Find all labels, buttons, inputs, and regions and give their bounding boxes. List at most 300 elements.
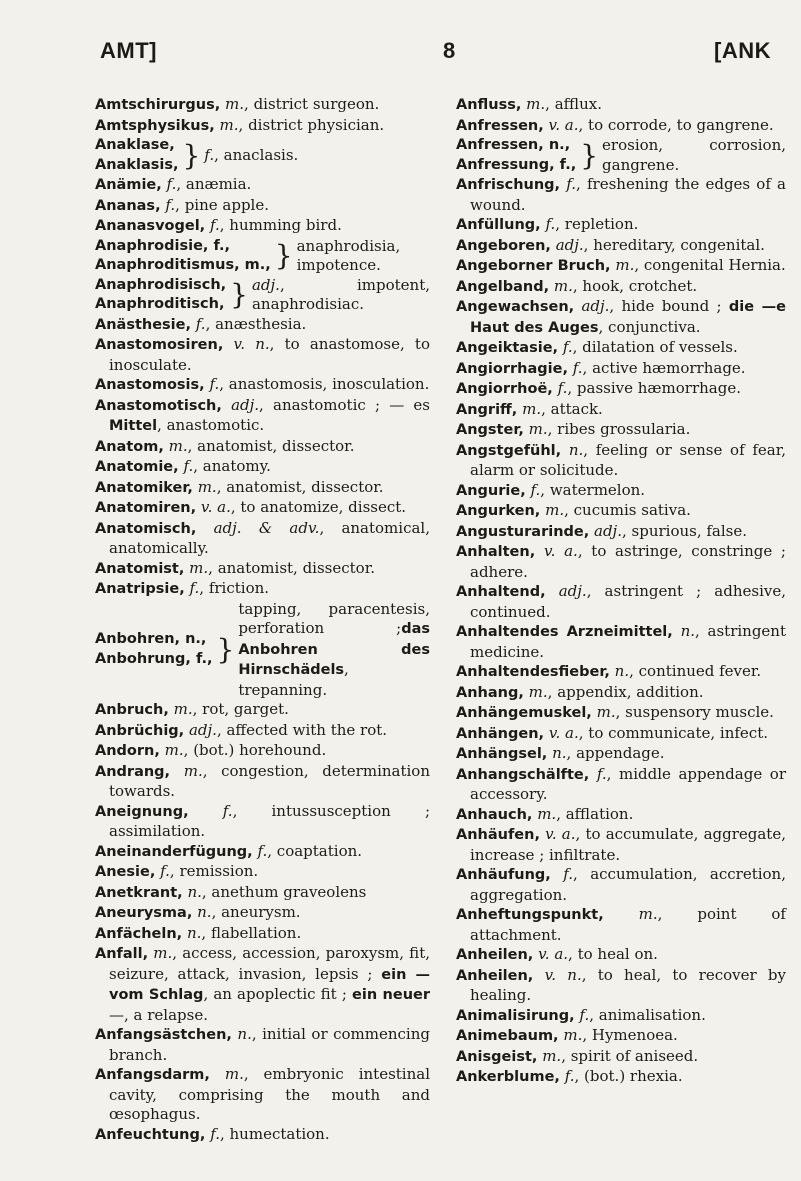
headword: Amtschirurgus, [95,97,221,113]
headword: Angurie, [456,482,526,499]
definition-text: , cucumis sativa. [564,501,691,519]
headword: Anfluss, [456,97,522,113]
page-header [100,38,771,68]
headword: Anbohren, n., [95,631,207,648]
grammar-label: f. [166,175,177,193]
dictionary-entry [95,116,430,137]
sub-phrase: das Anbohren des Hirnschädels [238,621,430,678]
definition-text: , trepanning. [238,660,349,699]
dictionary-entry-group [95,237,430,276]
grammar-label: m. [638,905,658,923]
grammar-label: f. [557,379,568,397]
grammar-label: m. [225,95,245,113]
grammar-label: m. [615,256,635,274]
headword: Anastomosiren, [95,337,224,353]
dictionary-entry [456,277,786,298]
dictionary-entry [456,297,786,338]
dictionary-entry [95,1065,430,1125]
dictionary-entry [456,966,786,1006]
dictionary-entry [95,437,430,458]
headword: Angeiktasie, [456,340,559,356]
definition-text: , humectation. [219,1124,330,1143]
grammar-label: m. [189,558,209,577]
headword: Anämie, [95,177,162,193]
definition-text: , humming bird. [219,216,342,234]
headword: Anbruch, [95,702,169,718]
headword: Anastomosis, [95,377,205,393]
headword: Anisgeist, [456,1048,538,1065]
dictionary-entry [95,498,430,519]
grammar-label: m. [173,700,193,718]
grammar-label: n. [187,882,202,901]
dictionary-entry [95,762,430,802]
grouped-headwords [95,276,226,315]
headword: Anatomie, [95,459,179,475]
definition-text: anaphrodisia, impotence. [296,236,401,274]
definition-text: , (bot.) horehound. [183,741,327,759]
page-number: 8 [443,38,456,63]
grammar-label: m. [526,95,546,113]
dictionary-entry [456,1006,786,1027]
headword: Aneinanderfügung, [95,843,253,860]
definition-text: , anatomist, dissector. [187,436,355,455]
headword: Anhaltendes Arzneimittel, [456,624,673,640]
grammar-label: m. [553,276,573,295]
definition-text: , ribes grossularia. [547,420,691,438]
definition-text: , aneurysm. [211,903,301,921]
right-column [456,95,786,1088]
definition [238,600,430,701]
headword: Amtsphysikus, [95,117,215,134]
headword: Anhalten, [456,544,536,560]
grammar-label: f. [566,175,577,193]
definition-text: , attack. [541,399,603,418]
dictionary-entry [456,175,786,215]
definition-text: , to accumulate, aggregate, increase ; infiltrate. [470,825,786,864]
definition-text: , an apoplectic fit ; [203,985,353,1003]
dictionary-entry [95,375,430,396]
headword: Anfüllung, [456,217,541,233]
dictionary-entry [95,579,430,600]
headword: Anhangschälfte, [456,766,590,783]
definition-text: , conjunctiva. [598,317,701,336]
dictionary-entry [95,842,430,863]
dictionary-entry [456,400,786,421]
grammar-label: m. [542,1046,562,1065]
definition-text: , anatomist, dissector. [216,477,384,496]
dictionary-entry [456,765,786,805]
definition-text: , afflux. [545,95,602,113]
grammar-label: adj. [594,521,622,540]
definition [204,146,430,166]
dictionary-entry [95,924,430,945]
headword: Ankerblume, [456,1069,560,1085]
definition-text: , rot, garget. [192,700,289,718]
definition-text: , affected with the rot. [216,720,388,739]
left-column [95,95,430,1145]
definition-text: , accumulation, accretion, aggregation. [470,865,786,904]
definition-text: , passive hæmorrhage. [567,379,741,397]
grammar-label: adj. [558,582,587,600]
dictionary-entry [456,95,786,116]
dictionary-entry [456,501,786,522]
grammar-label: f. [222,801,233,820]
grammar-label: m. [153,944,173,962]
dictionary-entry [456,805,786,826]
definition-text: —, a relapse. [109,1005,208,1024]
definition-text: , district surgeon. [244,95,380,113]
headword: Anfeuchtung, [95,1126,206,1143]
headword: Anheilen, [456,947,534,963]
dictionary-entry [456,683,786,704]
header-right-guideword: [ANK [714,38,771,63]
grammar-label: m. [522,399,542,418]
headword: Anatripsie, [95,581,185,597]
grouped-headwords [95,136,178,175]
definition [297,237,430,276]
grammar-label: f. [210,1124,220,1143]
headword: Anfangsdarm, [95,1067,210,1083]
definition-text: , feeling or sense of fear, alarm or solicitude. [470,440,786,479]
dictionary-entry [95,721,430,742]
headword: Anatomiren, [95,500,197,516]
definition-text: , district physician. [238,115,385,134]
definition-text: , anaclasis. [214,145,299,164]
grammar-label: adj. [581,297,610,315]
definition [602,136,786,175]
dictionary-entry [95,559,430,580]
grammar-label: m. [528,420,548,438]
grammar-label: f. [572,358,583,377]
headword: Anfressen, [456,117,544,134]
grouped-headwords [95,630,212,669]
definition-text: , anastomotic. [157,416,265,434]
dictionary-entry [95,802,430,842]
grammar-label: m. [545,501,565,519]
headword: Animalisirung, [456,1007,575,1024]
definition-text: , friction. [199,579,270,597]
definition-text: , initial or commencing branch. [109,1025,430,1064]
dictionary-entry [456,905,786,945]
definition-text: , suspensory muscle. [615,703,774,721]
definition-text: , anatomy. [193,457,271,475]
dictionary-entry [456,1026,786,1047]
grammar-label: f. [209,216,220,234]
grammar-label: f. [564,1067,575,1085]
grammar-label: f. [563,865,574,883]
definition-text: , spurious, false. [621,521,748,540]
grammar-label: m. [168,436,188,455]
headword: Anbohrung, f., [95,650,213,667]
dictionary-entry [456,865,786,905]
grouped-headwords [95,237,271,276]
brace-glyph: } [182,138,201,172]
grammar-label: m. [183,761,203,780]
grammar-label: v. a. [548,723,579,742]
headword: Andorn, [95,743,160,759]
grammar-label: m. [537,804,557,823]
dictionary-entry [95,315,430,336]
grammar-label: f. [257,841,268,860]
definition-text: , access, accession, paroxysm, fit, seizure, attack, invasion, lepsis ; [109,944,430,983]
headword: Anhauch, [456,806,533,823]
grammar-label: n. [568,440,584,459]
header-left-guideword: AMT] [100,38,157,63]
dictionary-entry [456,724,786,745]
grammar-label: v. a. [545,825,576,843]
definition-text: , impotent, anaphrodisiac. [251,275,430,313]
grammar-label: m. [224,1065,244,1083]
grammar-label: f. [596,764,607,783]
sub-phrase: ein — vom Schlag [109,966,430,1003]
dictionary-entry-group [456,136,786,175]
headword: Ananasvogel, [95,218,206,234]
brace-glyph: } [580,138,599,172]
definition-text: , congenital Hernia. [634,256,786,274]
definition-text: , hook, crotchet. [572,276,698,295]
headword: Anatom, [95,438,164,455]
definition-text: , repletion. [555,215,639,233]
headword: Angiorrhagie, [456,360,568,377]
headword: Anaphrodisisch, [95,276,227,293]
grammar-label: m. [197,477,217,496]
headword: Anatomiker, [95,479,193,496]
headword: Aneignung, [95,803,189,820]
grammar-label: n. [186,923,202,942]
dictionary-entry [456,945,786,966]
definition-text: , hide bound ; [609,297,729,315]
headword: Anhäufen, [456,827,540,843]
headword: Anfächeln, [95,925,183,942]
definition-text: , pine apple. [175,195,269,214]
grammar-label: f. [195,314,206,333]
definition-text: , anatomist, dissector. [208,558,376,577]
dictionary-entry [456,359,786,380]
dictionary-entry [456,379,786,400]
definition [252,276,430,315]
grammar-label: f. [165,195,176,214]
dictionary-entry [456,522,786,543]
definition-text: , animalisation. [589,1005,706,1024]
grammar-label: v. a. [548,115,579,134]
definition-text: , intussusception ; assimilation. [109,801,430,840]
dictionary-entry [95,903,430,924]
grammar-label: n. [197,903,212,921]
headword: Angstgefühl, [456,442,562,459]
grammar-label: f. [160,862,170,880]
headword: Anaphroditismus, m., [95,257,271,273]
dictionary-entry [456,441,786,481]
headword: Anhängsel, [456,746,548,762]
grammar-label: m. [563,1026,583,1044]
headword: Anatomist, [95,560,185,577]
grammar-label: f. [579,1005,590,1024]
definition-text: , astringent medicine. [470,622,786,661]
dictionary-entry [95,335,430,375]
definition-text: , anastomosis, inosculation. [219,375,430,393]
dictionary-entry-group [95,600,430,701]
definition-text: , hereditary, congenital. [583,235,765,254]
headword: Anaklasis, [95,156,179,173]
dictionary-entry [456,481,786,502]
grammar-label: f. [545,215,556,233]
sub-phrase: Mittel [109,418,158,434]
grammar-label: m. [219,115,239,134]
dictionary-entry [456,703,786,724]
dictionary-entry [456,1047,786,1068]
headword: Anästhesie, [95,316,191,333]
headword: Anfressen, n., [456,137,571,153]
grammar-label: v. n. [233,335,270,353]
definition-text: , anæsthesia. [205,314,307,333]
headword: Aneurysma, [95,905,193,921]
definition-text: , congestion, determination towards. [109,761,430,800]
grammar-label: v. n. [544,965,582,984]
headword: Anhang, [456,684,524,701]
dictionary-entry [95,175,430,196]
headword: Anhäufung, [456,867,551,883]
dictionary-entry [95,196,430,217]
dictionary-entry [95,1025,430,1065]
grammar-label: m. [528,682,548,701]
headword: Anheilen, [456,967,534,984]
headword: Anaklase, [95,137,175,153]
headword: Angelband, [456,278,550,295]
dictionary-entry [456,236,786,257]
grammar-label: n. [237,1025,252,1043]
definition-text: erosion, corrosion, gangrene. [602,136,786,174]
brace-glyph: } [274,239,293,272]
headword: Anetkrant, [95,884,183,901]
definition-text: , (bot.) rhexia. [574,1067,683,1085]
definition-text: , continued fever. [629,662,762,680]
grammar-label: v. a. [200,498,231,516]
dictionary-entry [456,1067,786,1088]
grammar-label: n. [552,744,567,762]
grouped-headwords [456,136,576,175]
dictionary-entry [95,944,430,1025]
headword: Anhaltendesfieber, [456,664,610,680]
definition-text: , afflation. [556,804,634,823]
headword: Anesie, [95,864,156,880]
dictionary-entry [456,582,786,622]
definition-text: , anastomotic ; — es [259,395,430,414]
dictionary-entry [95,700,430,721]
dictionary-entry [95,95,430,116]
headword: Angusturarinde, [456,523,590,540]
dictionary-entry [95,862,430,883]
brace-glyph: } [216,632,235,666]
headword: Angewachsen, [456,299,575,315]
headword: Ananas, [95,197,161,214]
dictionary-entry [456,215,786,236]
brace-glyph: } [230,278,248,311]
definition-text: , embryonic intestinal cavity, comprising the mouth and œsophagus. [109,1065,430,1123]
dictionary-entry [456,744,786,765]
definition-text: , dilatation of vessels. [572,338,738,356]
sub-phrase: die —e Haut des Auges [470,299,786,336]
grammar-label: adj. & adv. [213,518,320,537]
headword: Anbrüchig, [95,722,185,739]
headword: Angeboren, [456,237,551,254]
grammar-label: f. [204,145,215,164]
dictionary-entry [95,519,430,559]
headword: Andrang, [95,763,171,780]
definition-text: , watermelon. [540,480,646,499]
dictionary-entry [456,256,786,277]
grammar-label: m. [596,703,616,721]
dictionary-entry [456,662,786,683]
grammar-label: adj. [231,395,260,414]
dictionary-entry-group [95,136,430,175]
dictionary-entry [95,883,430,904]
definition-text: tapping, paracentesis, perforation ; [238,599,430,637]
definition-text: , anatomical, anatomically. [109,518,430,557]
headword: Anfall, [95,946,149,962]
definition-text: , to anastomose, to inosculate. [109,335,430,374]
headword: Anastomotisch, [95,397,222,414]
definition-text: , astringent ; adhesive, continued. [470,582,786,621]
dictionary-entry [456,825,786,865]
grammar-label: adj. [251,275,280,294]
headword: Angster, [456,422,524,438]
headword: Anatomisch, [95,520,197,537]
headword: Anheftungspunkt, [456,907,604,923]
headword: Angiorrhoë, [456,381,553,397]
headword: Anaphrodisie, f., [95,237,231,254]
headword: Anfrischung, [456,177,561,193]
dictionary-entry [95,478,430,499]
dictionary-entry [95,457,430,478]
headword: Anaphroditisch, [95,296,225,312]
sub-phrase: ein neuer [352,987,431,1003]
grammar-label: m. [164,741,184,759]
dictionary-entry [95,741,430,762]
definition-text: , Hymenoea. [582,1026,678,1044]
definition-text: , anæmia. [176,175,252,193]
grammar-label: f. [562,338,573,356]
dictionary-entry [456,542,786,582]
definition-text: , appendix, addition. [547,682,704,701]
grammar-label: f. [183,457,194,475]
definition-text: , anethum graveolens [201,882,367,901]
dictionary-entry [456,420,786,441]
headword: Angriff, [456,401,518,418]
grammar-label: f. [530,480,541,499]
headword: Anfressung, f., [456,156,577,173]
headword: Angeborner Bruch, [456,258,611,274]
definition-text: , to astringe, constringe ; adhere. [470,542,786,581]
definition-text: , middle appendage or accessory. [470,764,786,803]
grammar-label: adj. [555,235,584,254]
definition-text: , to corrode, to gangrene. [578,115,774,134]
grammar-label: adj. [188,720,217,739]
definition-text: , active hæmorrhage. [582,358,746,377]
headword: Anhaltend, [456,584,546,600]
definition-text: , freshening the edges of a wound. [470,175,786,214]
grammar-label: f. [209,375,220,393]
dictionary-entry [456,116,786,137]
dictionary-entry [456,622,786,662]
dictionary-entry [95,396,430,437]
dictionary-entry-group [95,276,430,315]
definition-text: , remission. [169,862,259,880]
headword: Anfangsästchen, [95,1027,232,1043]
dictionary-entry [95,216,430,237]
headword: Anhängen, [456,725,545,742]
grammar-label: n. [614,662,630,680]
definition-text: , coaptation. [267,841,363,860]
